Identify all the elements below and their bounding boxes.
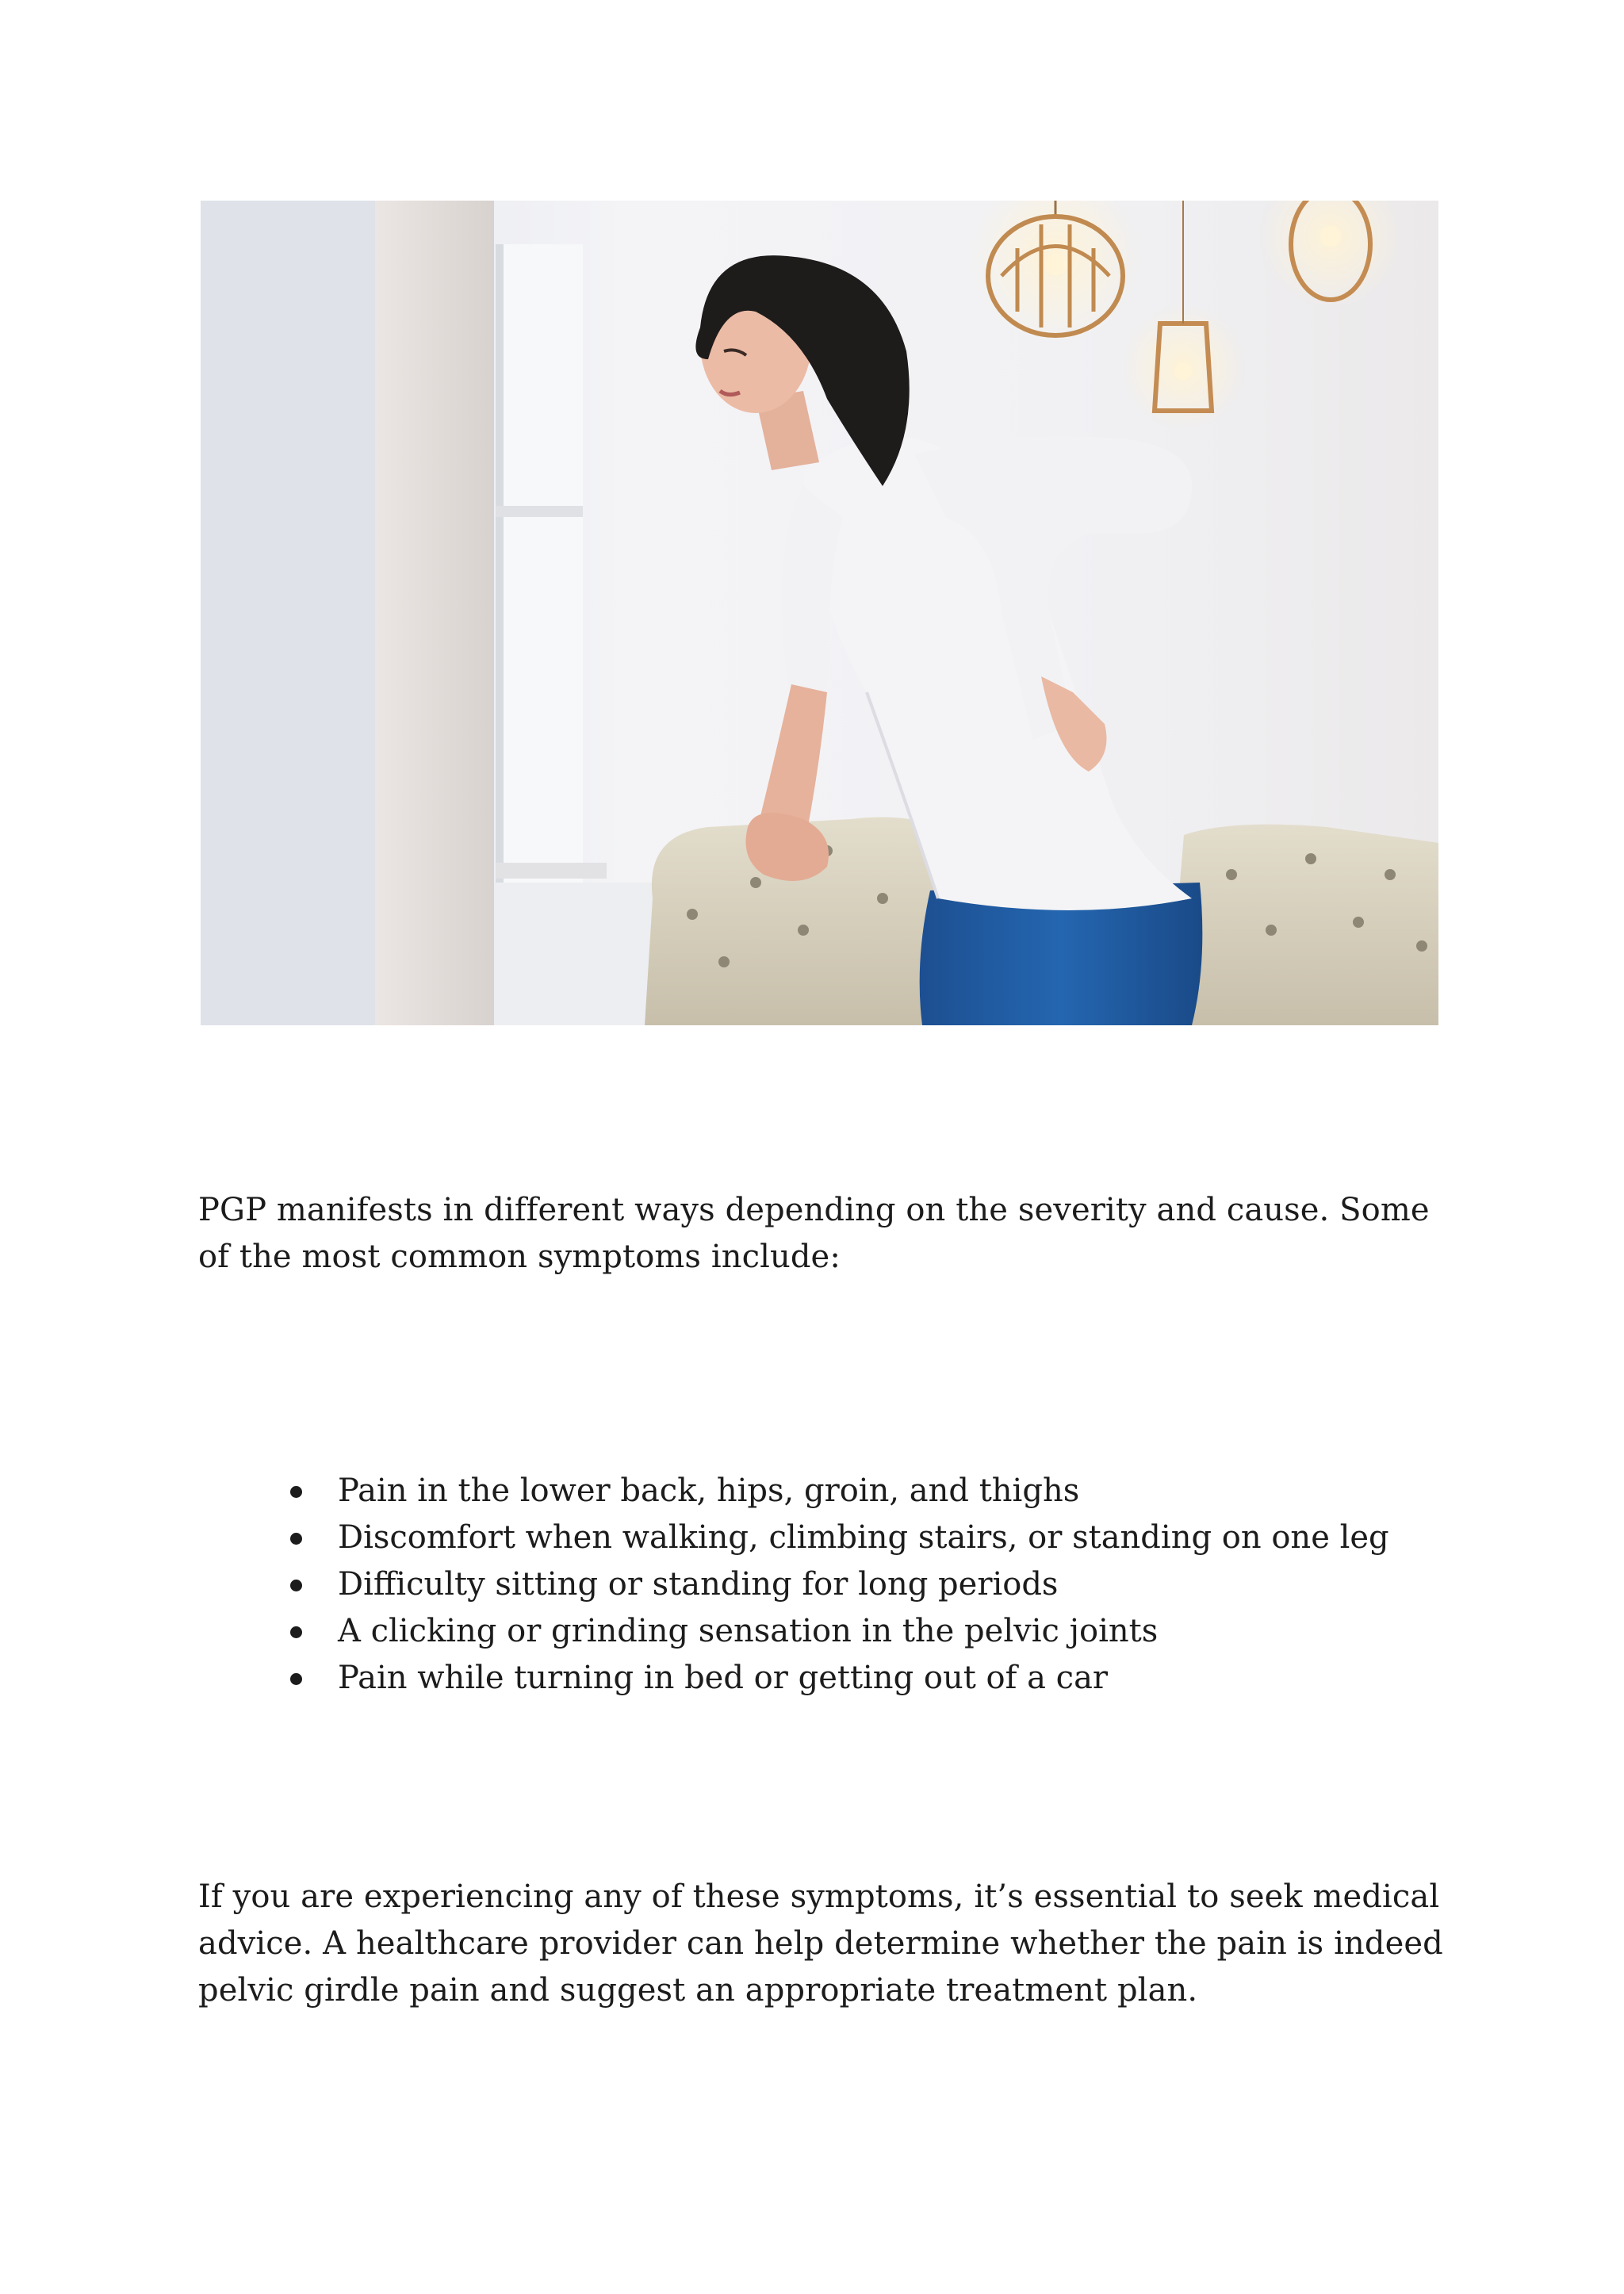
list-item-text: Pain in the lower back, hips, groin, and thighs (338, 1473, 1080, 1509)
list-item (285, 1468, 1389, 1515)
article-photo (201, 201, 1438, 1025)
list-item (285, 1655, 1389, 1702)
closing-paragraph: If you are experiencing any of these symptoms, it’s essential to seek medical advice. A healthcare provider can help determine whether the pain is indeed pelvic girdle pain and suggest an appropriate treatment plan. (198, 1878, 1443, 2009)
list-item-text: Difficulty sitting or standing for long periods (338, 1566, 1059, 1603)
list-item-text: Pain while turning in bed or getting out of a car (338, 1660, 1109, 1696)
symptom-list (285, 1468, 1389, 1702)
bullet-icon (290, 1533, 302, 1545)
bullet-icon (290, 1673, 302, 1685)
list-item-text: Discomfort when walking, climbing stairs, or standing on one leg (338, 1519, 1389, 1556)
bullet-icon (290, 1580, 302, 1591)
bullet-icon (290, 1486, 302, 1498)
intro-paragraph: PGP manifests in different ways depending on the severity and cause. Some of the most common symptoms include: (198, 1192, 1430, 1275)
list-item (285, 1515, 1389, 1561)
list-item (285, 1561, 1389, 1608)
back-pain-illustration (201, 201, 1438, 1025)
list-item-text: A clicking or grinding sensation in the pelvic joints (338, 1613, 1159, 1649)
list-item (285, 1608, 1389, 1655)
bullet-icon (290, 1626, 302, 1638)
